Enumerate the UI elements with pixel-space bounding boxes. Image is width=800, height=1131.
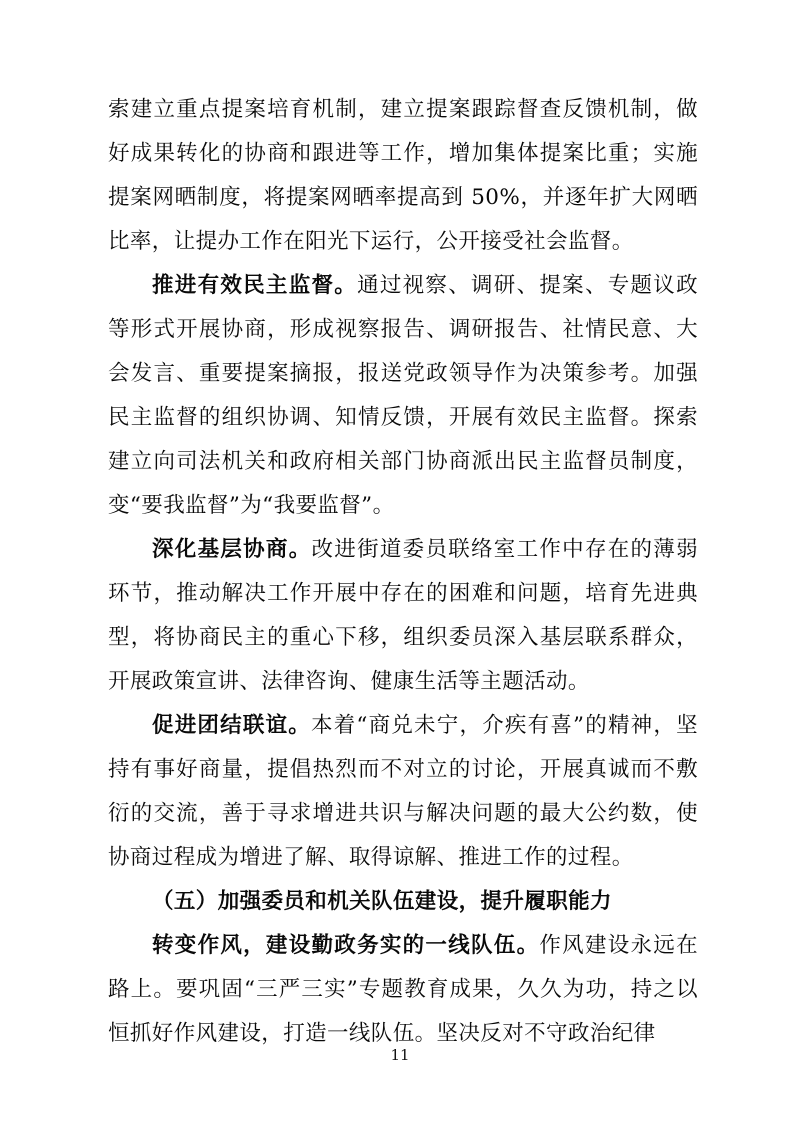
section-heading-5-text: （五）加强委员和机关队伍建设，提升履职能力 bbox=[152, 889, 612, 914]
page-number: 11 bbox=[390, 1046, 410, 1064]
paragraph-3-lead: 深化基层协商。 bbox=[152, 537, 312, 562]
paragraph-2-text: 通过视察、调研、提案、专题议政等形式开展协商，形成视察报告、调研报告、社情民意、大会发言、重要提案摘报，报送党政领导作为决策参考。加强民主监督的组织协调、知情反馈，开展有效民主监督。探索建立向司法机关和政府相关部门协商派出民主监督员制度，变“要我监督”为“我要监督”。 bbox=[108, 273, 698, 518]
section-heading-5 bbox=[108, 880, 698, 924]
paragraph-4-text: 本着“商兑未宁，介疾有喜”的精神，坚持有事好商量，提倡热烈而不对立的讨论，开展真诚而不敷衍的交流，善于寻求增进共识与解决问题的最大公约数，使协商过程成为增进了解、取得谅解、推进工作的过程。 bbox=[108, 713, 698, 870]
document-body bbox=[108, 88, 698, 1056]
paragraph-1 bbox=[108, 88, 698, 264]
paragraph-4-lead: 促进团结联谊。 bbox=[152, 713, 311, 738]
paragraph-2 bbox=[108, 264, 698, 528]
paragraph-3 bbox=[108, 528, 698, 704]
paragraph-1-text: 索建立重点提案培育机制，建立提案跟踪督查反馈机制，做好成果转化的协商和跟进等工作，增加集体提案比重；实施提案网晒制度，将提案网晒率提高到 50%，并逐年扩大网晒比率，让提办工作在阳光下运行，公开接受社会监督。 bbox=[108, 97, 698, 254]
paragraph-6 bbox=[108, 924, 698, 1056]
paragraph-6-lead: 转变作风，建设勤政务实的一线队伍。 bbox=[152, 933, 540, 958]
paragraph-2-lead: 推进有效民主监督。 bbox=[152, 273, 358, 298]
paragraph-4 bbox=[108, 704, 698, 880]
paragraph-3-text: 改进街道委员联络室工作中存在的薄弱环节，推动解决工作开展中存在的困难和问题，培育先进典型，将协商民主的重心下移，组织委员深入基层联系群众，开展政策宣讲、法律咨询、健康生活等主题活动。 bbox=[108, 537, 698, 694]
paragraph-6-text: 作风建设永远在路上。要巩固“三严三实”专题教育成果，久久为功，持之以恒抓好作风建设，打造一线队伍。坚决反对不守政治纪律 bbox=[108, 933, 698, 1046]
